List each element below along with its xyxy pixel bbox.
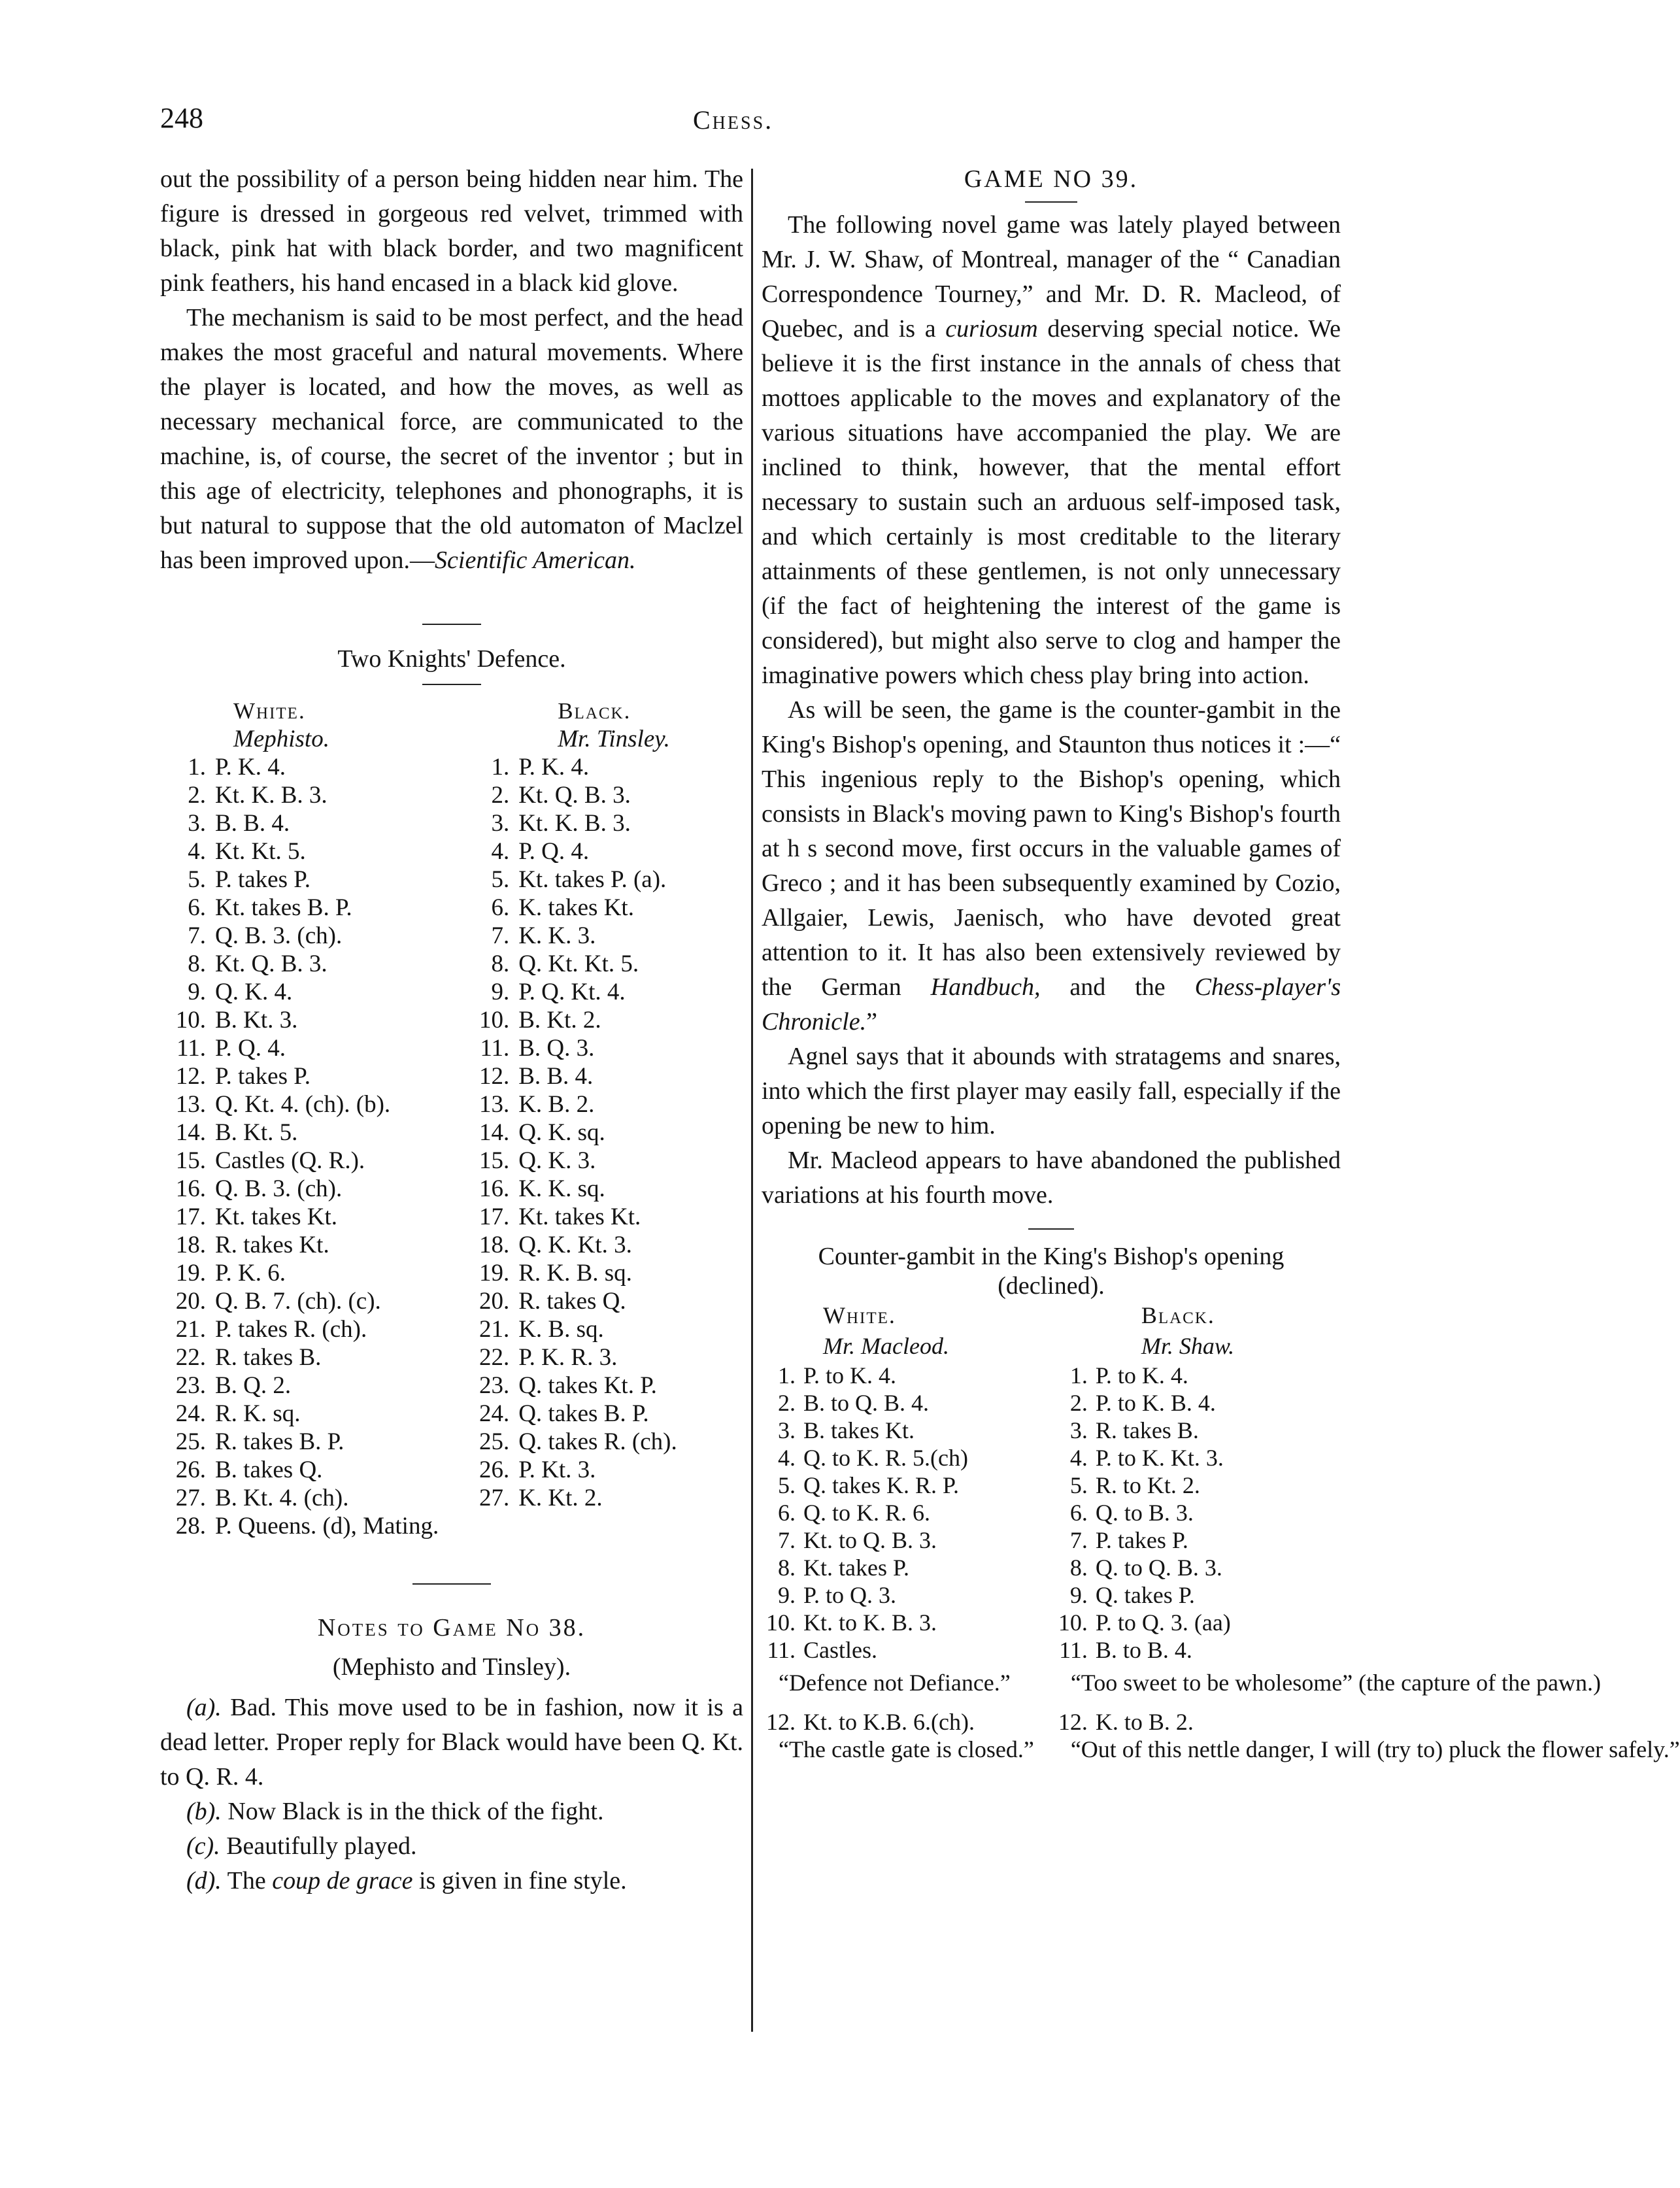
black-move: Q. K. sq.: [518, 1119, 605, 1146]
note-text: The: [221, 1867, 273, 1894]
move-number: 4.: [778, 1445, 796, 1471]
white-move: B. takes Kt.: [803, 1417, 915, 1443]
game-39-heading: Counter-gambit in the King's Bishop's opening: [818, 1243, 1285, 1270]
move-number: 25.: [175, 1428, 206, 1455]
paragraph-text: As will be seen, the game is the counter-gambit in the King's Bishop's opening, and Staunton thus notices it :—“ This ingenious reply to the Bishop's opening, which consists in Black's moving pawn to King's Bishop's fourth at h s second move, first occurs in the valuable games of Greco ; and it has been subsequently examined by Cozio, Allgaier, Lewis, Jaenisch, who have devoted great attention to it. It has also been extensively reviewed by the German: [762, 696, 1341, 1001]
black-player: Mr. Shaw.: [1141, 1333, 1235, 1359]
white-move: Kt. to K. B. 3.: [803, 1609, 937, 1636]
move-number: 11.: [1059, 1637, 1088, 1663]
move-number: 11.: [480, 1035, 510, 1062]
white-player: Mr. Macleod.: [823, 1333, 949, 1359]
black-move: R. takes B.: [1095, 1417, 1199, 1443]
black-move: R. takes Q.: [518, 1288, 626, 1315]
note-mark: (b).: [186, 1798, 222, 1825]
black-move: P. to K. Kt. 3.: [1095, 1445, 1224, 1471]
intro-paragraph: [762, 208, 1341, 693]
move-number: 6.: [188, 894, 206, 921]
black-move: R. K. B. sq.: [518, 1260, 632, 1287]
white-move: Kt. K. B. 3.: [215, 782, 328, 809]
note-item: [160, 1691, 743, 1794]
white-move: Q. B. 7. (ch). (c).: [215, 1288, 381, 1315]
paragraph-text: deserving special notice. We believe it is the first instance in the annals of chess that mottoes applicable to the moves and explanatory of the various situations have accompanied the play. We are inclined to think, however, that the mental effort necessary to sustain such an arduous self-imposed task, and which certainly is most creditable to the literary attainments of these gentlemen, is not only unnecessary (if the fact of heightening the interest of the game is considered), but might also serve to clog and hamper the imaginative powers which chess play bring into action.: [762, 315, 1341, 689]
black-move: B. Q. 3.: [518, 1035, 595, 1062]
move-number: 26.: [479, 1456, 510, 1483]
black-move: Q. K. Kt. 3.: [518, 1232, 632, 1258]
move-row: [160, 1034, 743, 1062]
move-number: 12.: [479, 1063, 510, 1090]
move-number: 20.: [479, 1288, 510, 1315]
move-row: [762, 1581, 1680, 1609]
black-move: K. B. sq.: [518, 1316, 604, 1343]
white-move: B. Kt. 4. (ch).: [215, 1485, 349, 1511]
move-row: [160, 978, 743, 1006]
white-move: R. takes B.: [215, 1344, 322, 1371]
white-move: Q. to K. R. 6.: [803, 1500, 931, 1526]
motto-black: “Out of this nettle danger, I will (try to) pluck the flower safely.”: [1070, 1736, 1680, 1762]
move-number: 5.: [491, 866, 510, 893]
black-move: K. B. 2.: [518, 1091, 595, 1118]
move-row: [160, 1259, 743, 1287]
move-row: [160, 1484, 743, 1512]
move-number: 5.: [1069, 1472, 1088, 1498]
white-move: Kt. takes Kt.: [215, 1203, 338, 1230]
black-move: K. to B. 2.: [1095, 1709, 1194, 1735]
note-item: [160, 1864, 743, 1898]
paragraph-text: The following novel game was lately played between Mr. J. W. Shaw, of Montreal, manager of the “ Canadian Correspondence Tourney,” and Mr. D. R. Macleod, of Quebec, and is a: [762, 211, 1341, 343]
move-number: 23.: [479, 1372, 510, 1399]
move-number: 20.: [175, 1288, 206, 1315]
move-number: 12.: [766, 1709, 796, 1735]
black-label: Black.: [558, 698, 631, 724]
note-mark: (d).: [186, 1867, 222, 1894]
white-move: P. K. 4.: [215, 754, 286, 781]
move-number: 14.: [175, 1119, 206, 1146]
intro-paragraph: Mr. Macleod appears to have abandoned the published variations at his fourth move.: [762, 1147, 1341, 1209]
white-move: Q. B. 3. (ch).: [215, 922, 343, 949]
white-move: P. to Q. 3.: [803, 1582, 897, 1608]
page-number: 248: [160, 102, 203, 134]
black-label: Black.: [1141, 1302, 1215, 1328]
move-number: 27.: [175, 1485, 206, 1511]
black-move: R. to Kt. 2.: [1095, 1472, 1200, 1498]
move-row: [160, 837, 743, 866]
black-move: Q. to B. 3.: [1095, 1500, 1194, 1526]
game-39-title: GAME NO 39.: [964, 165, 1139, 193]
white-move: P. takes R. (ch).: [215, 1316, 367, 1343]
black-move: P. Kt. 3.: [518, 1456, 596, 1483]
italic-term: curiosum: [945, 315, 1038, 343]
move-number: 8.: [1069, 1555, 1088, 1581]
black-move: Q. K. 3.: [518, 1147, 596, 1174]
motto-white: “Defence not Defiance.”: [779, 1670, 1011, 1696]
white-move: Kt. to K.B. 6.(ch).: [803, 1709, 975, 1735]
black-move: Kt. takes Kt.: [518, 1203, 641, 1230]
black-move: Q. takes B. P.: [518, 1400, 649, 1427]
move-number: 1.: [188, 754, 206, 781]
paragraph-text: The mechanism is said to be most perfect, and the head makes the most graceful and natural movements. Where the player is located, and how the moves, as well as necessary mechanical force, are communicated to the machine, is, of course, the secret of the inventor ; but in this age of electricity, telephones and phonographs, it is but natural to suppose that the old automaton of Maclzel has been improved upon.—: [160, 304, 743, 574]
final-move: P. Queens. (d), Mating.: [215, 1513, 439, 1540]
note-italic: coup de grace: [272, 1867, 413, 1894]
move-number: 7.: [778, 1527, 796, 1553]
notes-title: Notes to Game No 38.: [317, 1614, 586, 1641]
move-row: [160, 1119, 743, 1147]
move-number: 15.: [175, 1147, 206, 1174]
move-number: 13.: [479, 1091, 510, 1118]
move-row: [160, 1062, 743, 1090]
note-text: Bad. This move used to be in fashion, now it is a dead letter. Proper reply for Black would have been Q. Kt. to Q. R. 4.: [160, 1694, 743, 1791]
white-move: B. to Q. B. 4.: [803, 1390, 930, 1416]
move-number: 23.: [175, 1372, 206, 1399]
move-number: 18.: [175, 1232, 206, 1258]
move-number: 3.: [491, 810, 510, 837]
white-label: White.: [233, 698, 306, 724]
move-number: 9.: [1069, 1582, 1088, 1608]
white-move: R. K. sq.: [215, 1400, 301, 1427]
move-number: 10.: [1058, 1609, 1088, 1636]
paragraph-text: ”: [866, 1008, 877, 1035]
move-number: 22.: [479, 1344, 510, 1371]
black-move: K. K. 3.: [518, 922, 596, 949]
move-number: 7.: [188, 922, 206, 949]
move-number: 1.: [1069, 1362, 1088, 1389]
paragraph-text: and the: [1040, 973, 1195, 1001]
move-row: [160, 1343, 743, 1372]
move-row: [160, 1315, 743, 1343]
move-number: 7.: [491, 922, 510, 949]
move-row: [160, 753, 743, 781]
move-number: 4.: [491, 838, 510, 865]
white-move: Q. takes K. R. P.: [803, 1472, 960, 1498]
move-number: 6.: [491, 894, 510, 921]
black-move: K. takes Kt.: [518, 894, 634, 921]
move-number: 11.: [176, 1035, 206, 1062]
move-row: [160, 1175, 743, 1203]
move-row: [160, 1231, 743, 1259]
move-number: 19.: [175, 1260, 206, 1287]
note-text: Now Black is in the thick of the fight.: [221, 1798, 604, 1825]
intro-paragraph: [160, 301, 743, 578]
move-number: 1.: [778, 1362, 796, 1389]
white-move: B. B. 4.: [215, 810, 290, 837]
white-move: Kt. takes B. P.: [215, 894, 352, 921]
black-move: Q. takes R. (ch).: [518, 1428, 677, 1455]
column-divider: [751, 169, 753, 2032]
black-move: Kt. K. B. 3.: [518, 810, 631, 837]
white-move: R. takes B. P.: [215, 1428, 344, 1455]
move-row: [160, 809, 743, 837]
motto-white: “The castle gate is closed.”: [779, 1736, 1034, 1762]
move-row: [160, 1287, 743, 1315]
move-number: 8.: [188, 951, 206, 977]
white-move: B. Q. 2.: [215, 1372, 292, 1399]
white-move: B. Kt. 3.: [215, 1007, 298, 1034]
move-row: [762, 1499, 1680, 1526]
right-column: [762, 162, 1680, 1763]
move-number: 15.: [479, 1147, 510, 1174]
move-number: 24.: [479, 1400, 510, 1427]
move-number: 2.: [491, 782, 510, 809]
move-number: 21.: [479, 1316, 510, 1343]
move-row: [160, 1090, 743, 1119]
black-move: P. K. R. 3.: [518, 1344, 618, 1371]
black-move: P. Q. Kt. 4.: [518, 979, 626, 1005]
move-row: [762, 1472, 1680, 1499]
move-number: 3.: [188, 810, 206, 837]
black-move: K. K. sq.: [518, 1175, 605, 1202]
game-39-heading-sub: (declined).: [998, 1272, 1105, 1300]
move-row: [762, 1526, 1680, 1554]
move-row: [160, 1372, 743, 1400]
move-number: 11.: [767, 1637, 796, 1663]
move-row: [762, 1609, 1680, 1636]
move-row: [160, 866, 743, 894]
move-number: 21.: [175, 1316, 206, 1343]
black-move: Q. Kt. Kt. 5.: [518, 951, 639, 977]
white-move: Castles (Q. R.).: [215, 1147, 365, 1174]
move-row: [160, 922, 743, 950]
black-move: Kt. takes P. (a).: [518, 866, 667, 893]
left-column: [160, 162, 743, 1898]
move-row: [160, 1147, 743, 1175]
move-number: 26.: [175, 1456, 206, 1483]
move-number: 3.: [778, 1417, 796, 1443]
black-move: P. Q. 4.: [518, 838, 590, 865]
move-row: [762, 1636, 1680, 1664]
move-number: 4.: [188, 838, 206, 865]
game-38-moves: [160, 697, 743, 1540]
black-move: B. B. 4.: [518, 1063, 594, 1090]
intro-paragraph: [762, 693, 1341, 1039]
intro-paragraph: out the possibility of a person being hidden near him. The figure is dressed in gorgeous red velvet, trimmed with black, pink hat with black border, and two magnificent pink feathers, his hand encased in a black kid glove.: [160, 165, 743, 297]
move-row: [160, 1428, 743, 1456]
running-title: Chess.: [693, 105, 774, 135]
move-number: 3.: [1069, 1417, 1088, 1443]
black-move: K. Kt. 2.: [518, 1485, 603, 1511]
move-number: 22.: [175, 1344, 206, 1371]
move-number: 6.: [778, 1500, 796, 1526]
move-number: 17.: [479, 1203, 510, 1230]
white-move: P. K. 6.: [215, 1260, 286, 1287]
note-text: is given in fine style.: [412, 1867, 627, 1894]
black-move: Q. takes Kt. P.: [518, 1372, 657, 1399]
white-move: Kt. Q. B. 3.: [215, 951, 328, 977]
move-number: 9.: [778, 1582, 796, 1608]
move-number: 5.: [778, 1472, 796, 1498]
white-player: Mephisto.: [233, 726, 329, 752]
black-move: B. to B. 4.: [1095, 1637, 1192, 1663]
move-number: 28.: [175, 1513, 206, 1540]
move-number: 24.: [175, 1400, 206, 1427]
black-move: Kt. Q. B. 3.: [518, 782, 631, 809]
black-player: Mr. Tinsley.: [558, 726, 670, 752]
move-number: 19.: [479, 1260, 510, 1287]
move-number: 12.: [1058, 1709, 1088, 1735]
white-move: B. Kt. 5.: [215, 1119, 298, 1146]
move-number: 5.: [188, 866, 206, 893]
move-number: 2.: [778, 1390, 796, 1416]
white-move: Kt. takes P.: [803, 1555, 909, 1581]
white-move: Q. K. 4.: [215, 979, 293, 1005]
italic-term: Chess-player's Chronicle.: [762, 973, 1341, 1035]
move-number: 9.: [491, 979, 510, 1005]
move-number: 18.: [479, 1232, 510, 1258]
move-number: 2.: [188, 782, 206, 809]
white-label: White.: [823, 1302, 896, 1328]
move-row: [762, 1554, 1680, 1581]
move-number: 6.: [1069, 1500, 1088, 1526]
white-move: Q. B. 3. (ch).: [215, 1175, 343, 1202]
black-move: Q. takes P.: [1095, 1582, 1195, 1608]
move-number: 1.: [491, 754, 510, 781]
move-row: [160, 894, 743, 922]
intro-paragraph: Agnel says that it abounds with stratagems and snares, into which the first player may easily fall, especially if the opening be new to him.: [762, 1043, 1341, 1139]
move-number: 9.: [188, 979, 206, 1005]
move-row: [160, 1456, 743, 1484]
move-row: [160, 950, 743, 978]
source-citation: Scientific American.: [435, 547, 636, 574]
move-number: 8.: [491, 951, 510, 977]
white-move: P. to K. 4.: [803, 1362, 897, 1389]
move-number: 10.: [175, 1007, 206, 1034]
move-row: [160, 1400, 743, 1428]
move-number: 17.: [175, 1203, 206, 1230]
move-number: 8.: [778, 1555, 796, 1581]
black-move: P. K. 4.: [518, 754, 590, 781]
note-item: [160, 1794, 743, 1829]
move-number: 4.: [1069, 1445, 1088, 1471]
move-number: 27.: [479, 1485, 510, 1511]
white-move: P. takes P.: [215, 1063, 311, 1090]
move-number: 16.: [479, 1175, 510, 1202]
move-row: [762, 1362, 1680, 1389]
white-move: Kt. Kt. 5.: [215, 838, 306, 865]
white-move: R. takes Kt.: [215, 1232, 329, 1258]
move-row: [160, 1006, 743, 1034]
move-number: 16.: [175, 1175, 206, 1202]
note-item: [160, 1829, 743, 1864]
game-38-title: Two Knights' Defence.: [337, 645, 566, 673]
note-text: Beautifully played.: [220, 1832, 417, 1860]
white-move: Castles.: [803, 1637, 877, 1663]
black-move: P. takes P.: [1095, 1527, 1188, 1553]
white-move: Q. to K. R. 5.(ch): [803, 1445, 968, 1471]
move-row: [160, 1203, 743, 1231]
black-move: P. to K. B. 4.: [1095, 1390, 1216, 1416]
white-move: P. takes P.: [215, 866, 311, 893]
white-move: P. Q. 4.: [215, 1035, 286, 1062]
move-number: 13.: [175, 1091, 206, 1118]
move-number: 10.: [766, 1609, 796, 1636]
move-row: [762, 1444, 1680, 1472]
move-number: 12.: [175, 1063, 206, 1090]
move-number: 2.: [1069, 1390, 1088, 1416]
notes-subtitle: (Mephisto and Tinsley).: [332, 1653, 571, 1681]
notes-list: [160, 1691, 743, 1864]
move-row: [762, 1389, 1680, 1417]
move-number: 10.: [479, 1007, 510, 1034]
move-number: 7.: [1069, 1527, 1088, 1553]
move-number: 14.: [479, 1119, 510, 1146]
move-row: [762, 1417, 1680, 1444]
black-move: P. to K. 4.: [1095, 1362, 1188, 1389]
note-mark: (a).: [186, 1694, 222, 1721]
motto-black: “Too sweet to be wholesome” (the capture of the pawn.): [1070, 1670, 1602, 1696]
game-39-moves: [762, 1300, 1680, 1763]
italic-term: Handbuch,: [930, 973, 1041, 1001]
move-number: 25.: [479, 1428, 510, 1455]
black-move: Q. to Q. B. 3.: [1095, 1555, 1222, 1581]
white-move: Q. Kt. 4. (ch). (b).: [215, 1091, 391, 1118]
note-mark: (c).: [186, 1832, 220, 1860]
black-move: P. to Q. 3. (aa): [1095, 1609, 1231, 1636]
move-row: [160, 781, 743, 809]
white-move: Kt. to Q. B. 3.: [803, 1527, 937, 1553]
white-move: B. takes Q.: [215, 1456, 323, 1483]
black-move: B. Kt. 2.: [518, 1007, 601, 1034]
